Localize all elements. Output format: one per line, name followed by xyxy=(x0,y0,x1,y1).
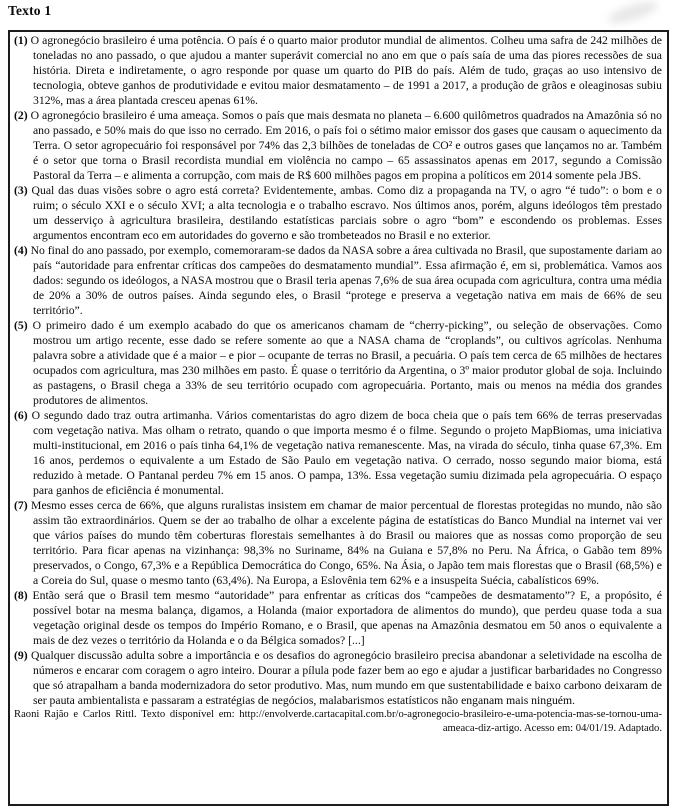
paragraph-number: (5) xyxy=(14,319,28,332)
paragraph-number: (7) xyxy=(14,499,28,512)
paragraphs-container xyxy=(14,33,662,708)
paragraph-2 xyxy=(14,108,662,183)
document-page xyxy=(0,3,675,811)
paragraph-4 xyxy=(14,243,662,318)
paragraph-1 xyxy=(14,33,662,108)
paragraph-number: (2) xyxy=(14,109,28,122)
paragraph-text: Então será que o Brasil tem mesmo “autoridade” para enfrentar as críticas dos “campeões de desmatamento”? E, a propósito, é possível botar na mesma balança, digamos, a Holanda (maior exportadora de alimentos do mundo), que perdeu quase toda a sua vegetação original desde os tempos do Império Romano, e o Brasil, que apenas na Amazônia desmatou em 50 anos o equivalente a mais de dez vezes o território da Holanda e o da Bélgica somados? [...] xyxy=(27,589,662,647)
paragraph-7 xyxy=(14,498,662,588)
paragraph-8 xyxy=(14,588,662,648)
paragraph-number: (1) xyxy=(14,34,28,47)
paragraph-text: Qualquer discussão adulta sobre a importância e os desafios do agronegócio brasileiro precisa abandonar a seletividade na escolha de números e encarar com coragem o agro inteiro. Dourar a pílula pode fazer bem ao ego e ajudar a justificar barbaridades no Congresso que só atrapalham a banda modernizadora do setor produtivo. Mas, num mundo em que sustentabilidade e baixo carbono deixaram de ser pauta ambientalista e passaram a estratégias de negócios, malabarismos estatísticos não enganam mais ninguém. xyxy=(27,649,662,707)
paragraph-number: (6) xyxy=(14,409,28,422)
paragraph-3 xyxy=(14,183,662,243)
text-box xyxy=(8,30,669,806)
paragraph-6 xyxy=(14,408,662,498)
paragraph-number: (4) xyxy=(14,244,28,257)
paragraph-number: (3) xyxy=(14,184,28,197)
paragraph-text: Qual das duas visões sobre o agro está correta? Evidentemente, ambas. Como diz a propaganda na TV, o agro “é tudo”: o bom e o ruim; o século XXI e o século XVI; a alta tecnologia e o trabalho escravo. Nos últimos anos, porém, alguns ideólogos têm prestado um desserviço à agricultura brasileira, destilando estatísticas parciais sobre o agro “bom” e escondendo os problemas. Esses argumentos encontram eco em autoridades do governo e são trombeteados no Brasil e no exterior. xyxy=(27,184,662,242)
paragraph-text: No final do ano passado, por exemplo, comemoraram-se dados da NASA sobre a área cultivada no Brasil, que supostamente dariam ao país “autoridade para enfrentar críticas dos campeões do desmatamento mundial”. Essa afirmação é, em si, problemática. Vamos aos dados: segundo os ideólogos, a NASA mostrou que o Brasil teria apenas 7,6% de sua área ocupada com agricultura, contra uma média de 20% a 30% de outros países. Ainda segundo eles, o Brasil “protege e preserva a vegetação nativa em mais de 66% de seu território”. xyxy=(27,244,662,317)
paragraph-number: (8) xyxy=(14,589,28,602)
paragraph-number: (9) xyxy=(14,649,28,662)
paragraph-text: Mesmo esses cerca de 66%, que alguns ruralistas insistem em chamar de maior percentual de florestas protegidas no mundo, não são assim tão extraordinários. Quem se der ao trabalho de olhar a excelente página de estatísticas do Banco Mundial na internet vai ver que vários países do mundo têm coberturas florestais semelhantes à do Brasil ou maiores que as nossas como proporção de seu território. Para ficar apenas na vizinhança: 98,3% no Suriname, 84% na Guiana e 57,8% no Peru. Na África, o Gabão tem 89% preservados, o Congo, 67,3% e a República Democrática do Congo, 65%. Na Ásia, o Japão tem mais florestas que o Brasil (68,5%) e a Coreia do Sul, quase o mesmo tanto (63,4%). Na Europa, a Eslovênia tem 62% e a insuspeita Suécia, cabalísticos 69%. xyxy=(27,499,662,587)
source-citation: Raoni Rajão e Carlos Rittl. Texto disponível em: http://envolverde.cartacapital.com.br/o-agronegocio-brasileiro-e-uma-potencia-mas-se-tornou-uma-ameaca-diz-artigo. Acesso em: 04/01/19. Adaptado. xyxy=(14,709,662,734)
page-title: Texto 1 xyxy=(8,3,52,18)
paragraph-text: O segundo dado traz outra artimanha. Vários comentaristas do agro dizem de boca cheia que o país tem 66% de terras preservadas com vegetação nativa. Mas olham o retrato, quando o que importa mesmo é o filme. Segundo o projeto MapBiomas, uma iniciativa multi-institucional, em 2016 o país tinha 64,1% de vegetação nativa remanescente. Mas, na virada do século, tinha quase 67,3%. Em 16 anos, perdemos o equivalente a um Estado de São Paulo em vegetação nativa. O cerrado, nosso segundo maior bioma, está reduzido à metade. O Pantanal perdeu 7% em 15 anos. O pampa, 13%. Essa vegetação sumiu dizimada pela agropecuária. O espaço para ganhos de eficiência é monumental. xyxy=(27,409,662,497)
paragraph-text: O primeiro dado é um exemplo acabado do que os americanos chamam de “cherry-picking”, ou seleção de observações. Como mostrou um artigo recente, esse dado se refere somente ao que a NASA chama de “croplands”, ou cultivos agrícolas. Nenhuma palavra sobre a atividade que é a maior – e pior – ocupante de terras no Brasil, a pecuária. O país tem cerca de 65 milhões de hectares ocupados com agricultura, mas 230 milhões em pasto. É quase o território da Argentina, o 3º maior produtor global de soja. Incluindo as pastagens, o Brasil chega a 33% de seu território ocupado com agropecuária. Portanto, mais ou menos na média dos grandes produtores de alimentos. xyxy=(27,319,662,407)
paragraph-text: O agronegócio brasileiro é uma ameaça. Somos o país que mais desmata no planeta – 6.600 quilômetros quadrados na Amazônia só no ano passado, e 50% mais do que isso no cerrado. Em 2016, o país foi o sétimo maior emissor dos gases que causam o aquecimento da Terra. O setor agropecuário foi responsável por 74% das 2,3 bilhões de toneladas de CO² e outros gases que lançamos no ar. Também é o setor que torna o Brasil recordista mundial em violência no campo – 65 assassinatos apenas em 2017, segundo a Comissão Pastoral da Terra – e alimenta a corrupção, com mais de R$ 600 milhões pagos em propina a políticos em 2014 somente pela JBS. xyxy=(27,109,662,182)
paragraph-9 xyxy=(14,648,662,708)
paragraph-5 xyxy=(14,318,662,408)
paragraph-text: O agronegócio brasileiro é uma potência. O país é o quarto maior produtor mundial de alimentos. Colheu uma safra de 242 milhões de toneladas no ano passado, o que ajudou a manter superávit comercial no ano em que o país saía de uma das piores recessões de sua história. Direta e indiretamente, o agro responde por quase um quarto do PIB do país. Além de tudo, graças ao uso intensivo de tecnologia, obteve ganhos de produtividade e evitou maior desmatamento – de 1991 a 2017, a produção de grãos e oleaginosas subiu 312%, mas a área plantada cresceu apenas 61%. xyxy=(27,34,662,107)
